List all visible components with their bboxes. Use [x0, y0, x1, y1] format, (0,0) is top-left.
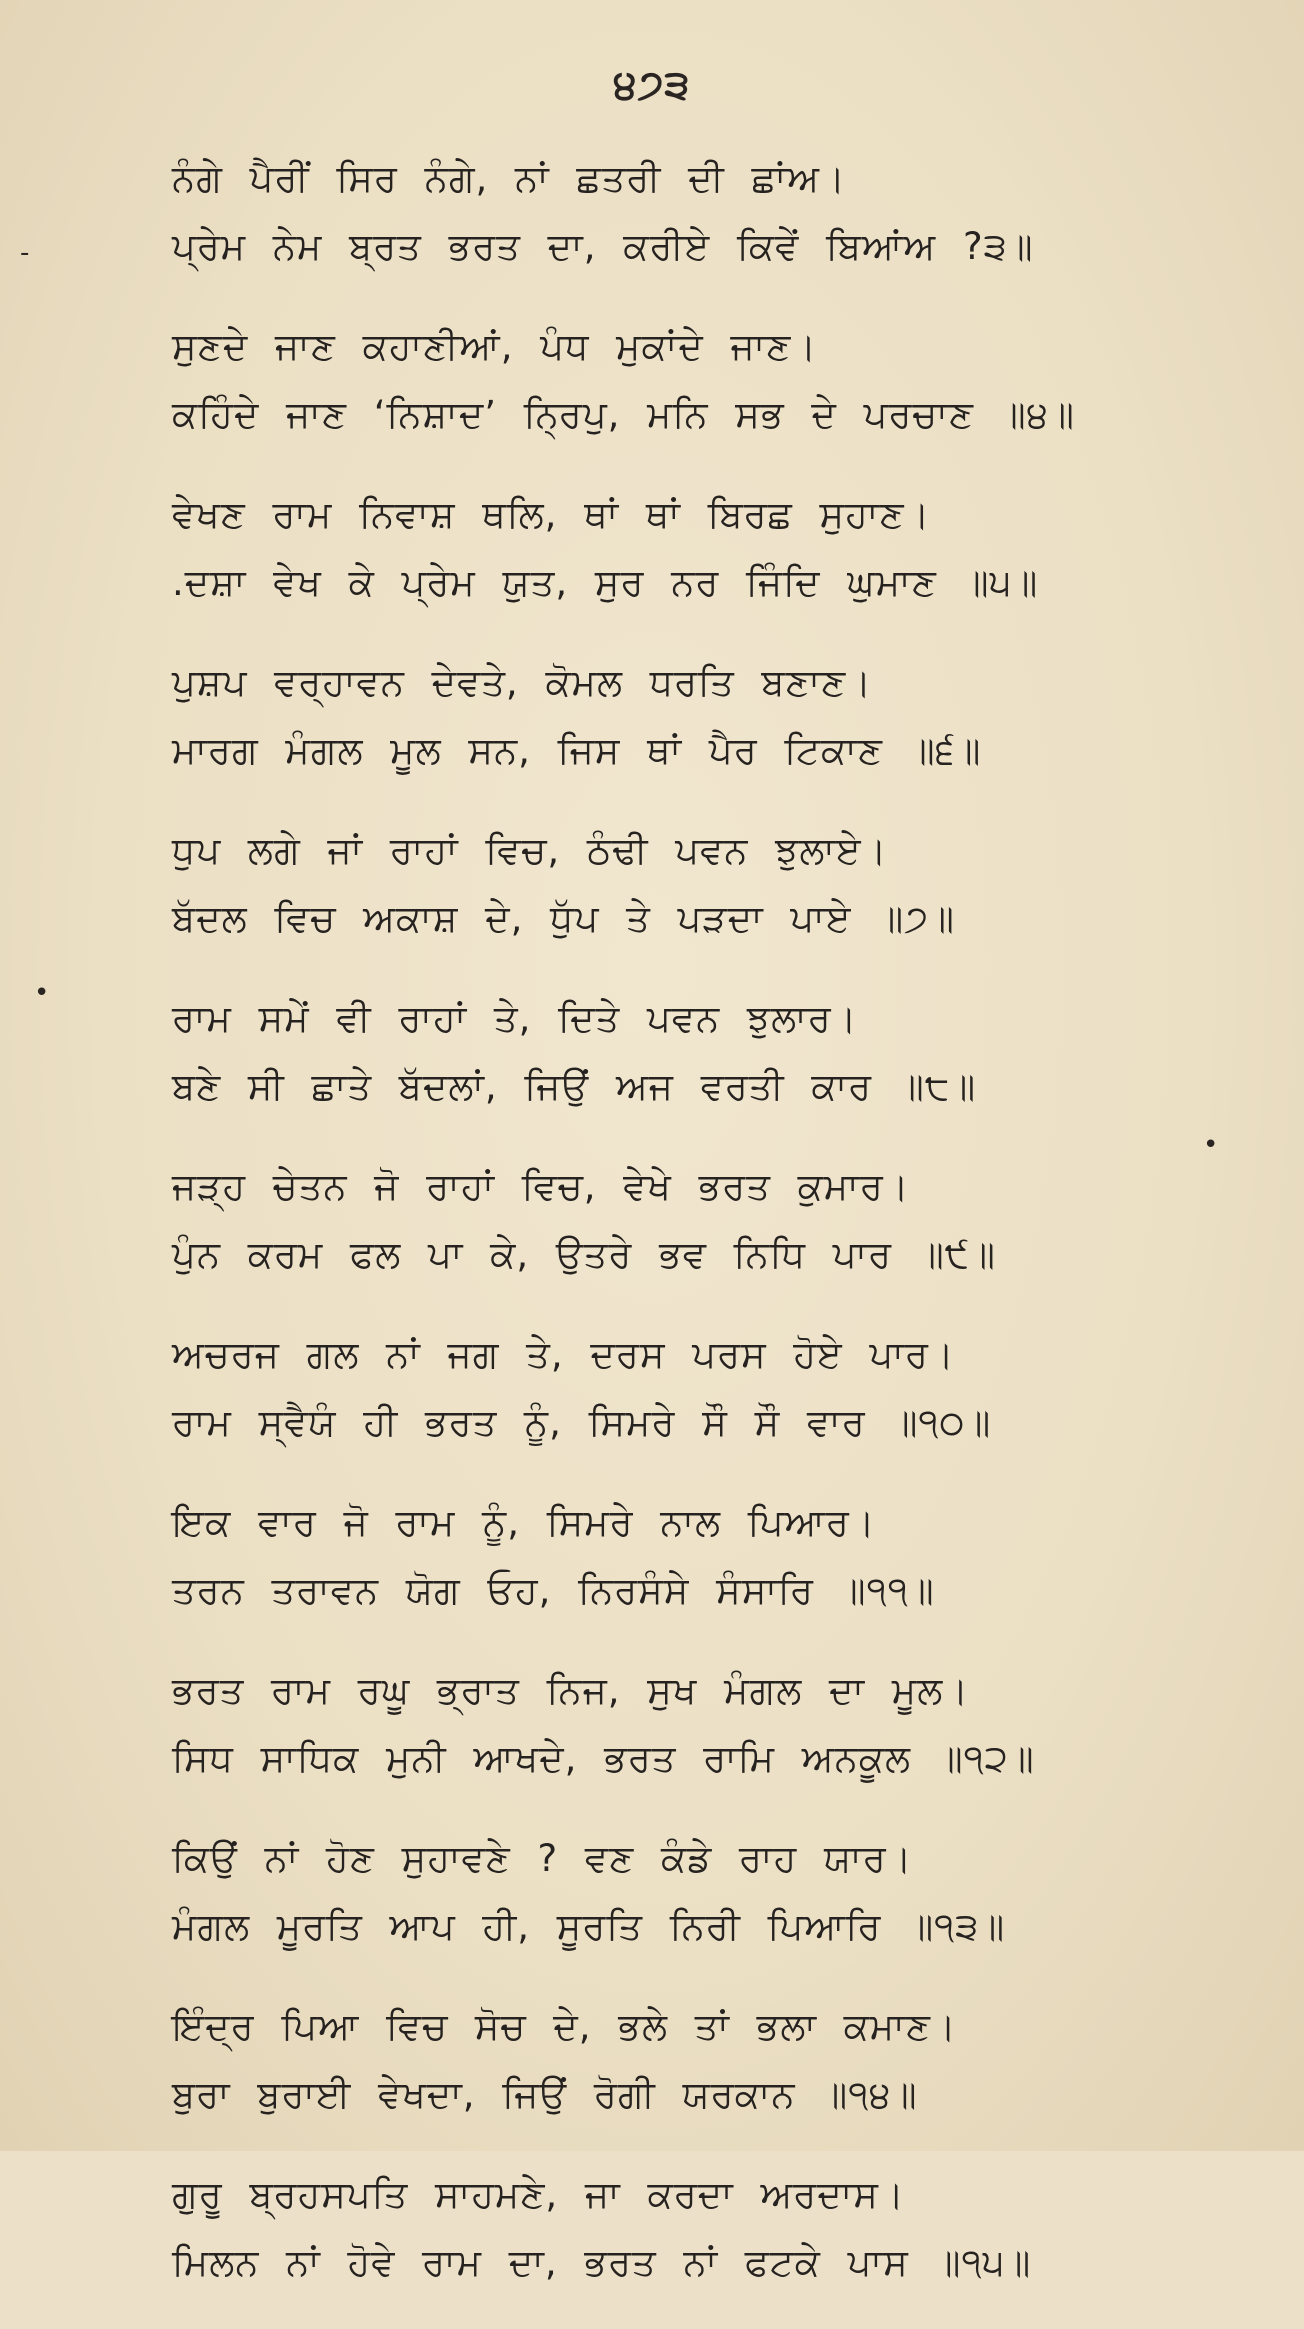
verse-line: .ਦਸ਼ਾ ਵੇਖ ਕੇ ਪ੍ਰੇਮ ਯੁਤ, ਸੁਰ ਨਰ ਜਿੰਦਿ ਘੁਮਾਣ ॥੫॥ [172, 561, 1039, 604]
couplet-5 [172, 481, 1177, 617]
verse-line: ਵੇਖਣ ਰਾਮ ਨਿਵਾਸ਼ ਥਲਿ, ਥਾਂ ਥਾਂ ਬਿਰਛ ਸੁਹਾਣ। [172, 493, 931, 536]
verse-line: ਕਹਿੰਦੇ ਜਾਣ ‘ਨਿਸ਼ਾਦ’ ਨ੍ਰਿਪੁ, ਮਨਿ ਸਭ ਦੇ ਪਰਚਾਣ ॥੪॥ [172, 393, 1075, 436]
couplet-14 [172, 1993, 1177, 2129]
verse-line: ਸੁਣਦੇ ਜਾਣ ਕਹਾਣੀਆਂ, ਪੰਧ ਮੁਕਾਂਦੇ ਜਾਣ। [172, 325, 818, 368]
couplet-10 [172, 1321, 1177, 1457]
verse-line: ਪੁੰਨ ਕਰਮ ਫਲ ਪਾ ਕੇ, ਉਤਰੇ ਭਵ ਨਿਧਿ ਪਾਰ ॥੯॥ [172, 1233, 996, 1276]
page-number: ੪੭੩ [613, 62, 691, 108]
verse-line: ਮੰਗਲ ਮੂਰਤਿ ਆਪ ਹੀ, ਸੂਰਤਿ ਨਿਰੀ ਪਿਆਰਿ ॥੧੩॥ [172, 1905, 1006, 1948]
couplet-12 [172, 1657, 1177, 1793]
verse-line: ਪ੍ਰੇਮ ਨੇਮ ਬ੍ਰਤ ਭਰਤ ਦਾ, ਕਰੀਏ ਕਿਵੇਂ ਬਿਆਂਅ ?੩॥ [172, 225, 1034, 268]
verse-line: ਨੰਗੇ ਪੈਰੀਂ ਸਿਰ ਨੰਗੇ, ਨਾਂ ਛਤਰੀ ਦੀ ਛਾਂਅ। [172, 157, 847, 200]
verse-line: ਜੜ੍ਹ ਚੇਤਨ ਜੋ ਰਾਹਾਂ ਵਿਚ, ਵੇਖੇ ਭਰਤ ਕੁਮਾਰ। [172, 1165, 910, 1208]
couplet-13 [172, 1825, 1177, 1961]
verse-line: ਰਾਮ ਸ੍ਵੈਯੰ ਹੀ ਭਰਤ ਨੂੰ, ਸਿਮਰੇ ਸੌ ਸੌ ਵਾਰ ॥੧੦॥ [172, 1401, 992, 1444]
margin-dash: - [20, 238, 30, 268]
verse-line: ਗੁਰੂ ਬ੍ਰਹਸਪਤਿ ਸਾਹਮਣੇ, ਜਾ ਕਰਦਾ ਅਰਦਾਸ। [172, 2173, 905, 2216]
couplet-9 [172, 1153, 1177, 1289]
margin-dot: • [34, 978, 50, 1008]
verse-line: ਧੁਪ ਲਗੇ ਜਾਂ ਰਾਹਾਂ ਵਿਚ, ਠੰਢੀ ਪਵਨ ਝੁਲਾਏ। [172, 829, 888, 872]
couplet-7 [172, 817, 1177, 953]
verse-line: ਅਚਰਜ ਗਲ ਨਾਂ ਜਗ ਤੇ, ਦਰਸ ਪਰਸ ਹੋਏ ਪਾਰ। [172, 1333, 955, 1376]
verse-line: ਇਕ ਵਾਰ ਜੋ ਰਾਮ ਨੂੰ, ਸਿਮਰੇ ਨਾਲ ਪਿਆਰ। [172, 1501, 876, 1544]
verse-line: ਕਿਉਂ ਨਾਂ ਹੋਣ ਸੁਹਾਵਣੇ ? ਵਣ ਕੰਡੇ ਰਾਹ ਯਾਰ। [172, 1837, 913, 1880]
couplet-6 [172, 649, 1177, 785]
verse-line: ਮਿਲਨ ਨਾਂ ਹੋਵੇ ਰਾਮ ਦਾ, ਭਰਤ ਨਾਂ ਫਟਕੇ ਪਾਸ ॥੧੫॥ [172, 2241, 1032, 2284]
couplet-15 [172, 2161, 1177, 2297]
verse-line: ਇੰਦ੍ਰ ਪਿਆ ਵਿਚ ਸੋਚ ਦੇ, ਭਲੇ ਤਾਂ ਭਲਾ ਕਮਾਣ। [172, 2005, 957, 2048]
couplet-3 [172, 145, 1177, 281]
verse-line: ਬੱਦਲ ਵਿਚ ਅਕਾਸ਼ ਦੇ, ਧੁੱਪ ਤੇ ਪੜਦਾ ਪਾਏ ॥੭॥ [172, 897, 955, 940]
verse-line: ਭਰਤ ਰਾਮ ਰਘੂ ਭ੍ਰਾਤ ਨਿਜ, ਸੁਖ ਮੰਗਲ ਦਾ ਮੂਲ। [172, 1669, 970, 1712]
couplet-4 [172, 313, 1177, 449]
margin-dot: • [1203, 1130, 1219, 1160]
poem [172, 145, 1177, 2329]
verse-line: ਪੁਸ਼ਪ ਵਰ੍ਹਾਵਨ ਦੇਵਤੇ, ਕੋਮਲ ਧਰਤਿ ਬਣਾਣ। [172, 661, 873, 704]
verse-line: ਬੁਰਾ ਬੁਰਾਈ ਵੇਖਦਾ, ਜਿਉਂ ਰੋਗੀ ਯਰਕਾਨ ॥੧੪॥ [172, 2073, 918, 2116]
couplet-11 [172, 1489, 1177, 1625]
couplet-8 [172, 985, 1177, 1121]
verse-line: ਤਰਨ ਤਰਾਵਨ ਯੋਗ ਓਹ, ਨਿਰਸੰਸੇ ਸੰਸਾਰਿ ॥੧੧॥ [172, 1569, 935, 1612]
verse-line: ਬਣੇ ਸੀ ਛਾਤੇ ਬੱਦਲਾਂ, ਜਿਉਂ ਅਜ ਵਰਤੀ ਕਾਰ ॥੮॥ [172, 1065, 977, 1108]
verse-line: ਸਿਧ ਸਾਧਿਕ ਮੁਨੀ ਆਖਦੇ, ਭਰਤ ਰਾਮਿ ਅਨਕੂਲ ॥੧੨॥ [172, 1737, 1035, 1780]
verse-line: ਮਾਰਗ ਮੰਗਲ ਮੂਲ ਸਨ, ਜਿਸ ਥਾਂ ਪੈਰ ਟਿਕਾਣ ॥੬॥ [172, 729, 982, 772]
verse-line: ਰਾਮ ਸਮੇਂ ਵੀ ਰਾਹਾਂ ਤੇ, ਦਿਤੇ ਪਵਨ ਝੁਲਾਰ। [172, 997, 858, 1040]
